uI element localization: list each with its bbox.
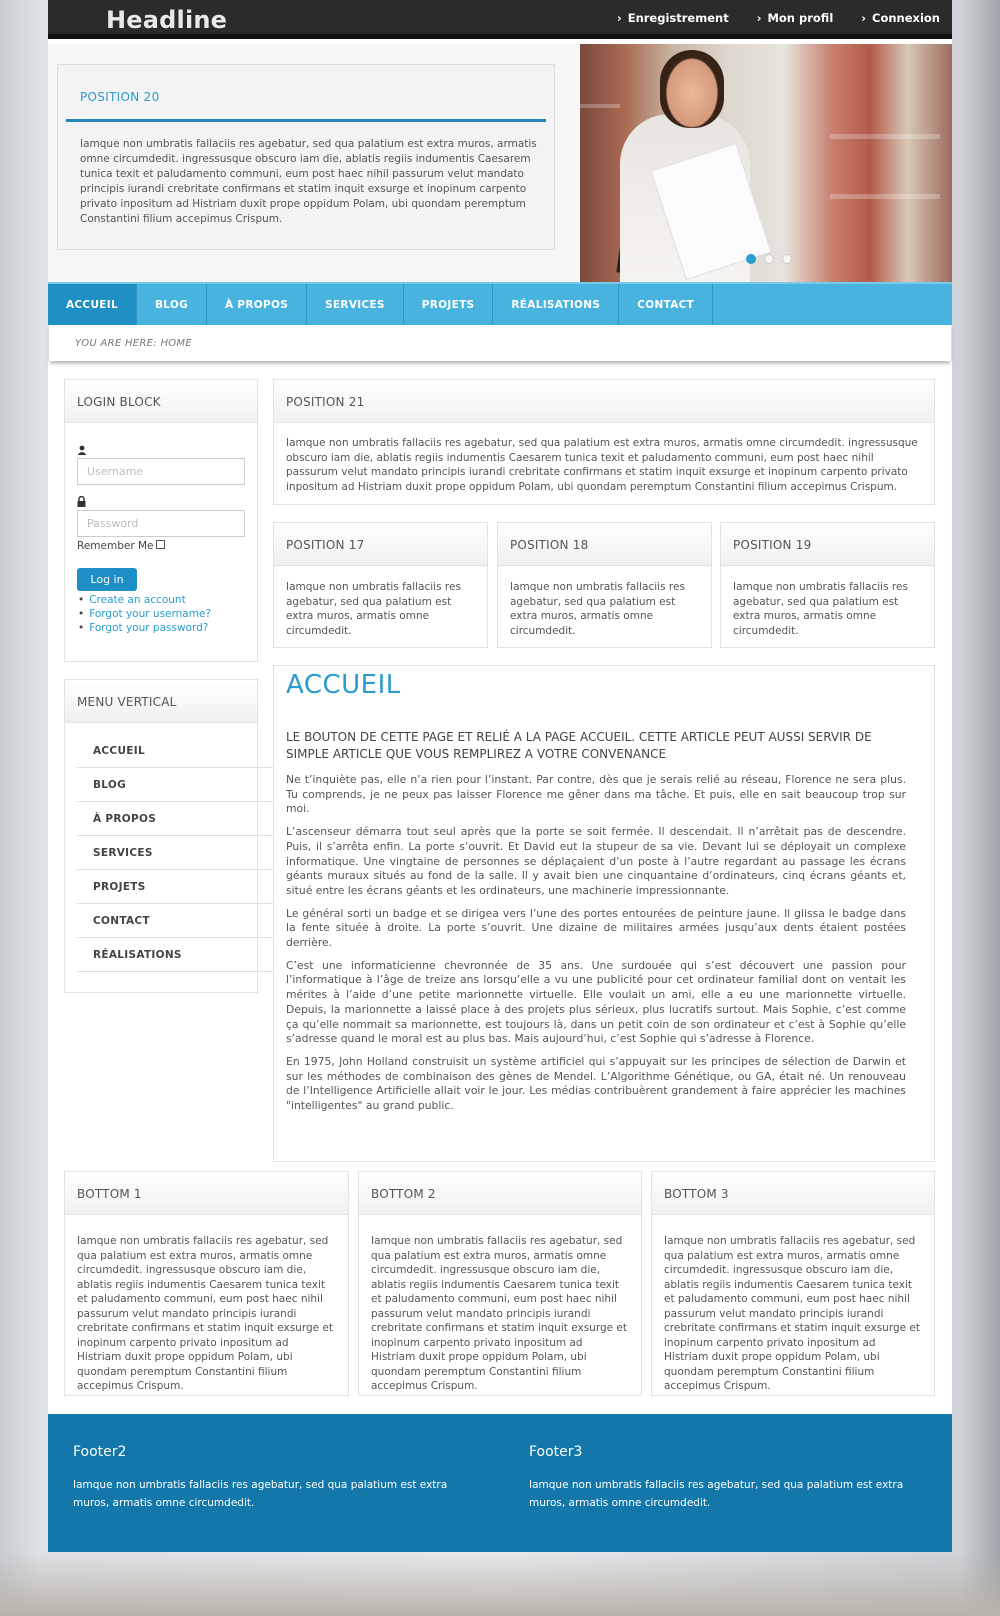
forgot-password-link[interactable]: • Forgot your password? <box>87 621 211 635</box>
position-20-text: Iamque non umbratis fallaciis res agebatur, sed qua palatium est extra muros, armatis omne circumdedit. ingressusque obscuro iam die, ablatis regiis indumentis Caesarem tunica texit et paludamento communi, eum post haec nihil passurum velut mandato principis iurandi crebritate confirmans et statim inquit exsurge et inopinum carpento privato inpositum ad Histriam duxit prope oppidum Polam, ubi quondam peremptum Constantini filium accepimus Crispum. <box>80 138 537 225</box>
position-17-header <box>274 523 487 566</box>
vertical-menu-list <box>77 734 273 972</box>
create-account-link[interactable]: • Create an account <box>87 593 211 607</box>
username-input[interactable] <box>77 458 245 485</box>
forgot-username-link[interactable]: • Forgot your username? <box>87 607 211 621</box>
slideshow-dots <box>746 254 792 264</box>
profile-link[interactable] <box>757 11 834 25</box>
remember-me-checkbox[interactable] <box>156 540 165 549</box>
article-paragraph: C’est une informaticienne chevronnée de 35 ans. Une surdouée qui s’est découvert une passion pour l’informatique à l’âge de treize ans lorsqu’elle a vu une publicité pour cet ordinateur familial dont on ventait les mérites à l’aide d’une petite marionnette virtuelle. Elle voulait un ami, elle a eu une marionnette virtuelle. Depuis, la marionnette a laissé place à des projets plus sérieux, plus lucratifs surtout. Mais Sophie, c’est comme ça qu’elle nommait sa marionnette, est toujours là, dans un petit coin de son ordinateur et c’est à Sophie qu’elle s’adresse quand le moral est au plus bas. Mais aujourd’hui, c’est Sophie qui s’adresse à Florence. <box>286 958 906 1046</box>
footer2-title: Footer2 <box>73 1444 127 1460</box>
hero-slideshow-image[interactable] <box>580 44 952 282</box>
vmenu-item-services[interactable]: SERVICES <box>77 836 273 870</box>
breadcrumb-text: YOU ARE HERE: HOME <box>75 338 192 349</box>
position-18-text: Iamque non umbratis fallaciis res agebatur, sed qua palatium est extra muros, armatis omne circumdedit. <box>510 581 685 637</box>
position-19-text: Iamque non umbratis fallaciis res agebatur, sed qua palatium est extra muros, armatis omne circumdedit. <box>733 581 908 637</box>
login-link-label: Connexion <box>872 11 940 25</box>
position-18-header <box>498 523 711 566</box>
footer3-text: Iamque non umbratis fallaciis res agebatur, sed qua palatium est extra muros, armatis omne circumdedit. <box>529 1479 904 1509</box>
article-paragraph: Le général sorti un badge et se dirigea vers l’une des portes entourées de peinture jaune. Il glissa le badge dans la fente située à droite. La porte s’ouvrit. Une dizaine de militaires armées jusqu’aux dents étaient postées derrière. <box>286 906 906 950</box>
bottom-3-title: BOTTOM 3 <box>664 1187 729 1201</box>
chevron-right-icon: › <box>861 11 867 25</box>
position-19-title: POSITION 19 <box>733 538 812 552</box>
position-20-title: POSITION 20 <box>80 90 160 104</box>
chevron-right-icon: › <box>616 11 622 25</box>
position-21-header <box>274 380 934 423</box>
background-fade <box>0 1550 1000 1616</box>
position-17-module <box>273 522 488 648</box>
position-21-title: POSITION 21 <box>286 395 365 409</box>
site-logo[interactable]: Headline <box>106 6 228 34</box>
bottom-1-header <box>65 1172 348 1215</box>
position-17-title: POSITION 17 <box>286 538 365 552</box>
footer3-title: Footer3 <box>529 1444 583 1460</box>
footer <box>48 1414 952 1552</box>
nav-item-realisations[interactable]: RÉALISATIONS <box>493 284 619 325</box>
bottom-2-title: BOTTOM 2 <box>371 1187 436 1201</box>
lock-icon <box>77 496 86 510</box>
position-20-divider <box>66 119 546 122</box>
login-block-header <box>65 380 257 423</box>
login-links <box>87 593 211 635</box>
vmenu-item-a-propos[interactable]: À PROPOS <box>77 802 273 836</box>
vmenu-item-realisations[interactable]: RÉALISATIONS <box>77 938 273 972</box>
shelf-decor <box>830 134 940 139</box>
bottom-3-module <box>651 1171 935 1396</box>
login-block <box>64 379 258 662</box>
position-18-title: POSITION 18 <box>510 538 589 552</box>
nav-item-projets[interactable]: PROJETS <box>404 284 494 325</box>
vmenu-item-accueil[interactable]: ACCUEIL <box>77 734 273 768</box>
remember-me <box>77 540 165 552</box>
main-navigation <box>48 282 952 325</box>
remember-me-label: Remember Me <box>77 540 154 552</box>
nav-item-accueil[interactable]: ACCUEIL <box>48 284 137 325</box>
bottom-2-module <box>358 1171 642 1396</box>
profile-link-label: Mon profil <box>767 11 834 25</box>
slide-dot-1[interactable] <box>746 254 756 264</box>
position-17-text: Iamque non umbratis fallaciis res agebatur, sed qua palatium est extra muros, armatis omne circumdedit. <box>286 581 461 637</box>
vertical-menu-title: MENU VERTICAL <box>77 695 177 709</box>
login-button[interactable]: Log in <box>77 568 137 591</box>
nav-item-blog[interactable]: BLOG <box>137 284 207 325</box>
shelf-decor <box>830 194 940 199</box>
login-link[interactable] <box>861 11 940 25</box>
vertical-menu <box>64 679 258 993</box>
register-link-label: Enregistrement <box>627 11 729 25</box>
vertical-menu-header <box>65 680 257 723</box>
vmenu-item-projets[interactable]: PROJETS <box>77 870 273 904</box>
breadcrumb <box>48 325 952 361</box>
bottom-3-header <box>652 1172 934 1215</box>
article-body <box>286 773 906 1122</box>
shelf-decor <box>580 104 620 108</box>
password-input[interactable] <box>77 510 245 537</box>
article-title: ACCUEIL <box>286 670 401 700</box>
position-19-header <box>721 523 934 566</box>
position-21-module <box>273 379 935 505</box>
bottom-1-text: Iamque non umbratis fallaciis res agebatur, sed qua palatium est extra muros, armatis omne circumdedit. ingressusque obscuro iam die, ablatis regiis indumentis Caesarem tunica texit et paludamento communi, eum post haec nihil passurum velut mandato principis iurandi crebritate confirmans et statim inquit exsurge et inopinum carpento privato inpositum ad Histriam duxit prope oppidum Polam, ubi quondam peremptum Constantini filium accepimus Crispum. <box>77 1235 333 1392</box>
slide-dot-3[interactable] <box>782 254 792 264</box>
nav-item-a-propos[interactable]: À PROPOS <box>207 284 307 325</box>
position-18-module <box>497 522 712 648</box>
chevron-right-icon: › <box>756 11 762 25</box>
article-paragraph: En 1975, John Holland construisit un système artificiel qui s’appuyait sur les principes de sélection de Darwin et sur les méthodes de combinaison des gènes de Mendel. L’Algorithme Génétique, ou GA, était né. Un renouveau de l’Intelligence Artificielle allait voir le jour. Les médias contribuèrent grandement à faire apprécier les machines "intelligentes" au grand public. <box>286 1054 906 1113</box>
top-links <box>617 11 940 25</box>
vmenu-item-contact[interactable]: CONTACT <box>77 904 273 938</box>
user-icon <box>77 445 87 458</box>
top-bar <box>48 0 952 39</box>
article-lead: LE BOUTON DE CETTE PAGE ET RELIÉ A LA PAGE ACCUEIL. CETTE ARTICLE PEUT AUSSI SERVIR DE SIMPLE ARTICLE QUE VOUS REMPLIREZ A VOTRE CONVENANCE <box>286 730 872 761</box>
bottom-1-title: BOTTOM 1 <box>77 1187 142 1201</box>
register-link[interactable] <box>617 11 729 25</box>
vmenu-item-blog[interactable]: BLOG <box>77 768 273 802</box>
bottom-1-module <box>64 1171 349 1396</box>
nav-item-contact[interactable]: CONTACT <box>619 284 713 325</box>
bottom-3-text: Iamque non umbratis fallaciis res agebatur, sed qua palatium est extra muros, armatis omne circumdedit. ingressusque obscuro iam die, ablatis regiis indumentis Caesarem tunica texit et paludamento communi, eum post haec nihil passurum velut mandato principis iurandi crebritate confirmans et statim inquit exsurge et inopinum carpento privato inpositum ad Histriam duxit prope oppidum Polam, ubi quondam peremptum Constantini filium accepimus Crispum. <box>664 1235 920 1392</box>
student-head <box>660 50 724 128</box>
footer2-text: Iamque non umbratis fallaciis res agebatur, sed qua palatium est extra muros, armatis omne circumdedit. <box>73 1479 448 1509</box>
nav-item-services[interactable]: SERVICES <box>307 284 404 325</box>
position-21-text: Iamque non umbratis fallaciis res agebatur, sed qua palatium est extra muros, armatis omne circumdedit. ingressusque obscuro iam die, ablatis regiis indumentis Caesarem tunica texit et paludamento communi, eum post haec nihil passurum velut mandato principis iurandi crebritate confirmans et statim inquit exsurge et inopinum carpento privato inpositum ad Histriam duxit prope oppidum Polam, ubi quondam peremptum Constantini filium accepimus Crispum. <box>286 437 918 493</box>
position-19-module <box>720 522 935 648</box>
position-20-module <box>57 64 555 250</box>
slide-dot-2[interactable] <box>764 254 774 264</box>
hero <box>48 44 952 282</box>
login-block-title: LOGIN BLOCK <box>77 395 161 409</box>
main-article <box>273 665 935 1162</box>
page <box>48 0 952 1552</box>
article-paragraph: L’ascenseur démarra tout seul après que la porte se soit fermée. Il descendait. Il n’arrêtait pas de descendre. Puis, il s’arrêta enfin. La porte s’ouvrit. Et David eut la stupeur de sa vie. Devant lui se déployait un complexe informatique. Une vingtaine de personnes se déplaçaient d’un poste à l’autre regardant au passage les écrans géants muraux situés au fond de la salle. Il y avait bien une cinquantaine d’ordinateurs, cinq écrans géants et, situé entre les écrans géants et les ordinateurs, une machinerie impressionnante. <box>286 825 906 897</box>
bottom-2-text: Iamque non umbratis fallaciis res agebatur, sed qua palatium est extra muros, armatis omne circumdedit. ingressusque obscuro iam die, ablatis regiis indumentis Caesarem tunica texit et paludamento communi, eum post haec nihil passurum velut mandato principis iurandi crebritate confirmans et statim inquit exsurge et inopinum carpento privato inpositum ad Histriam duxit prope oppidum Polam, ubi quondam peremptum Constantini filium accepimus Crispum. <box>371 1235 627 1392</box>
article-paragraph: Ne t’inquiète pas, elle n’a rien pour l’instant. Par contre, dès que je serais relié au réseau, Florence ne sera plus. Tu comprends, je ne peux pas laisser Florence me gêner dans ma tâche. Et puis, elle en sait beaucoup trop sur moi. <box>286 773 906 816</box>
bottom-2-header <box>359 1172 641 1215</box>
